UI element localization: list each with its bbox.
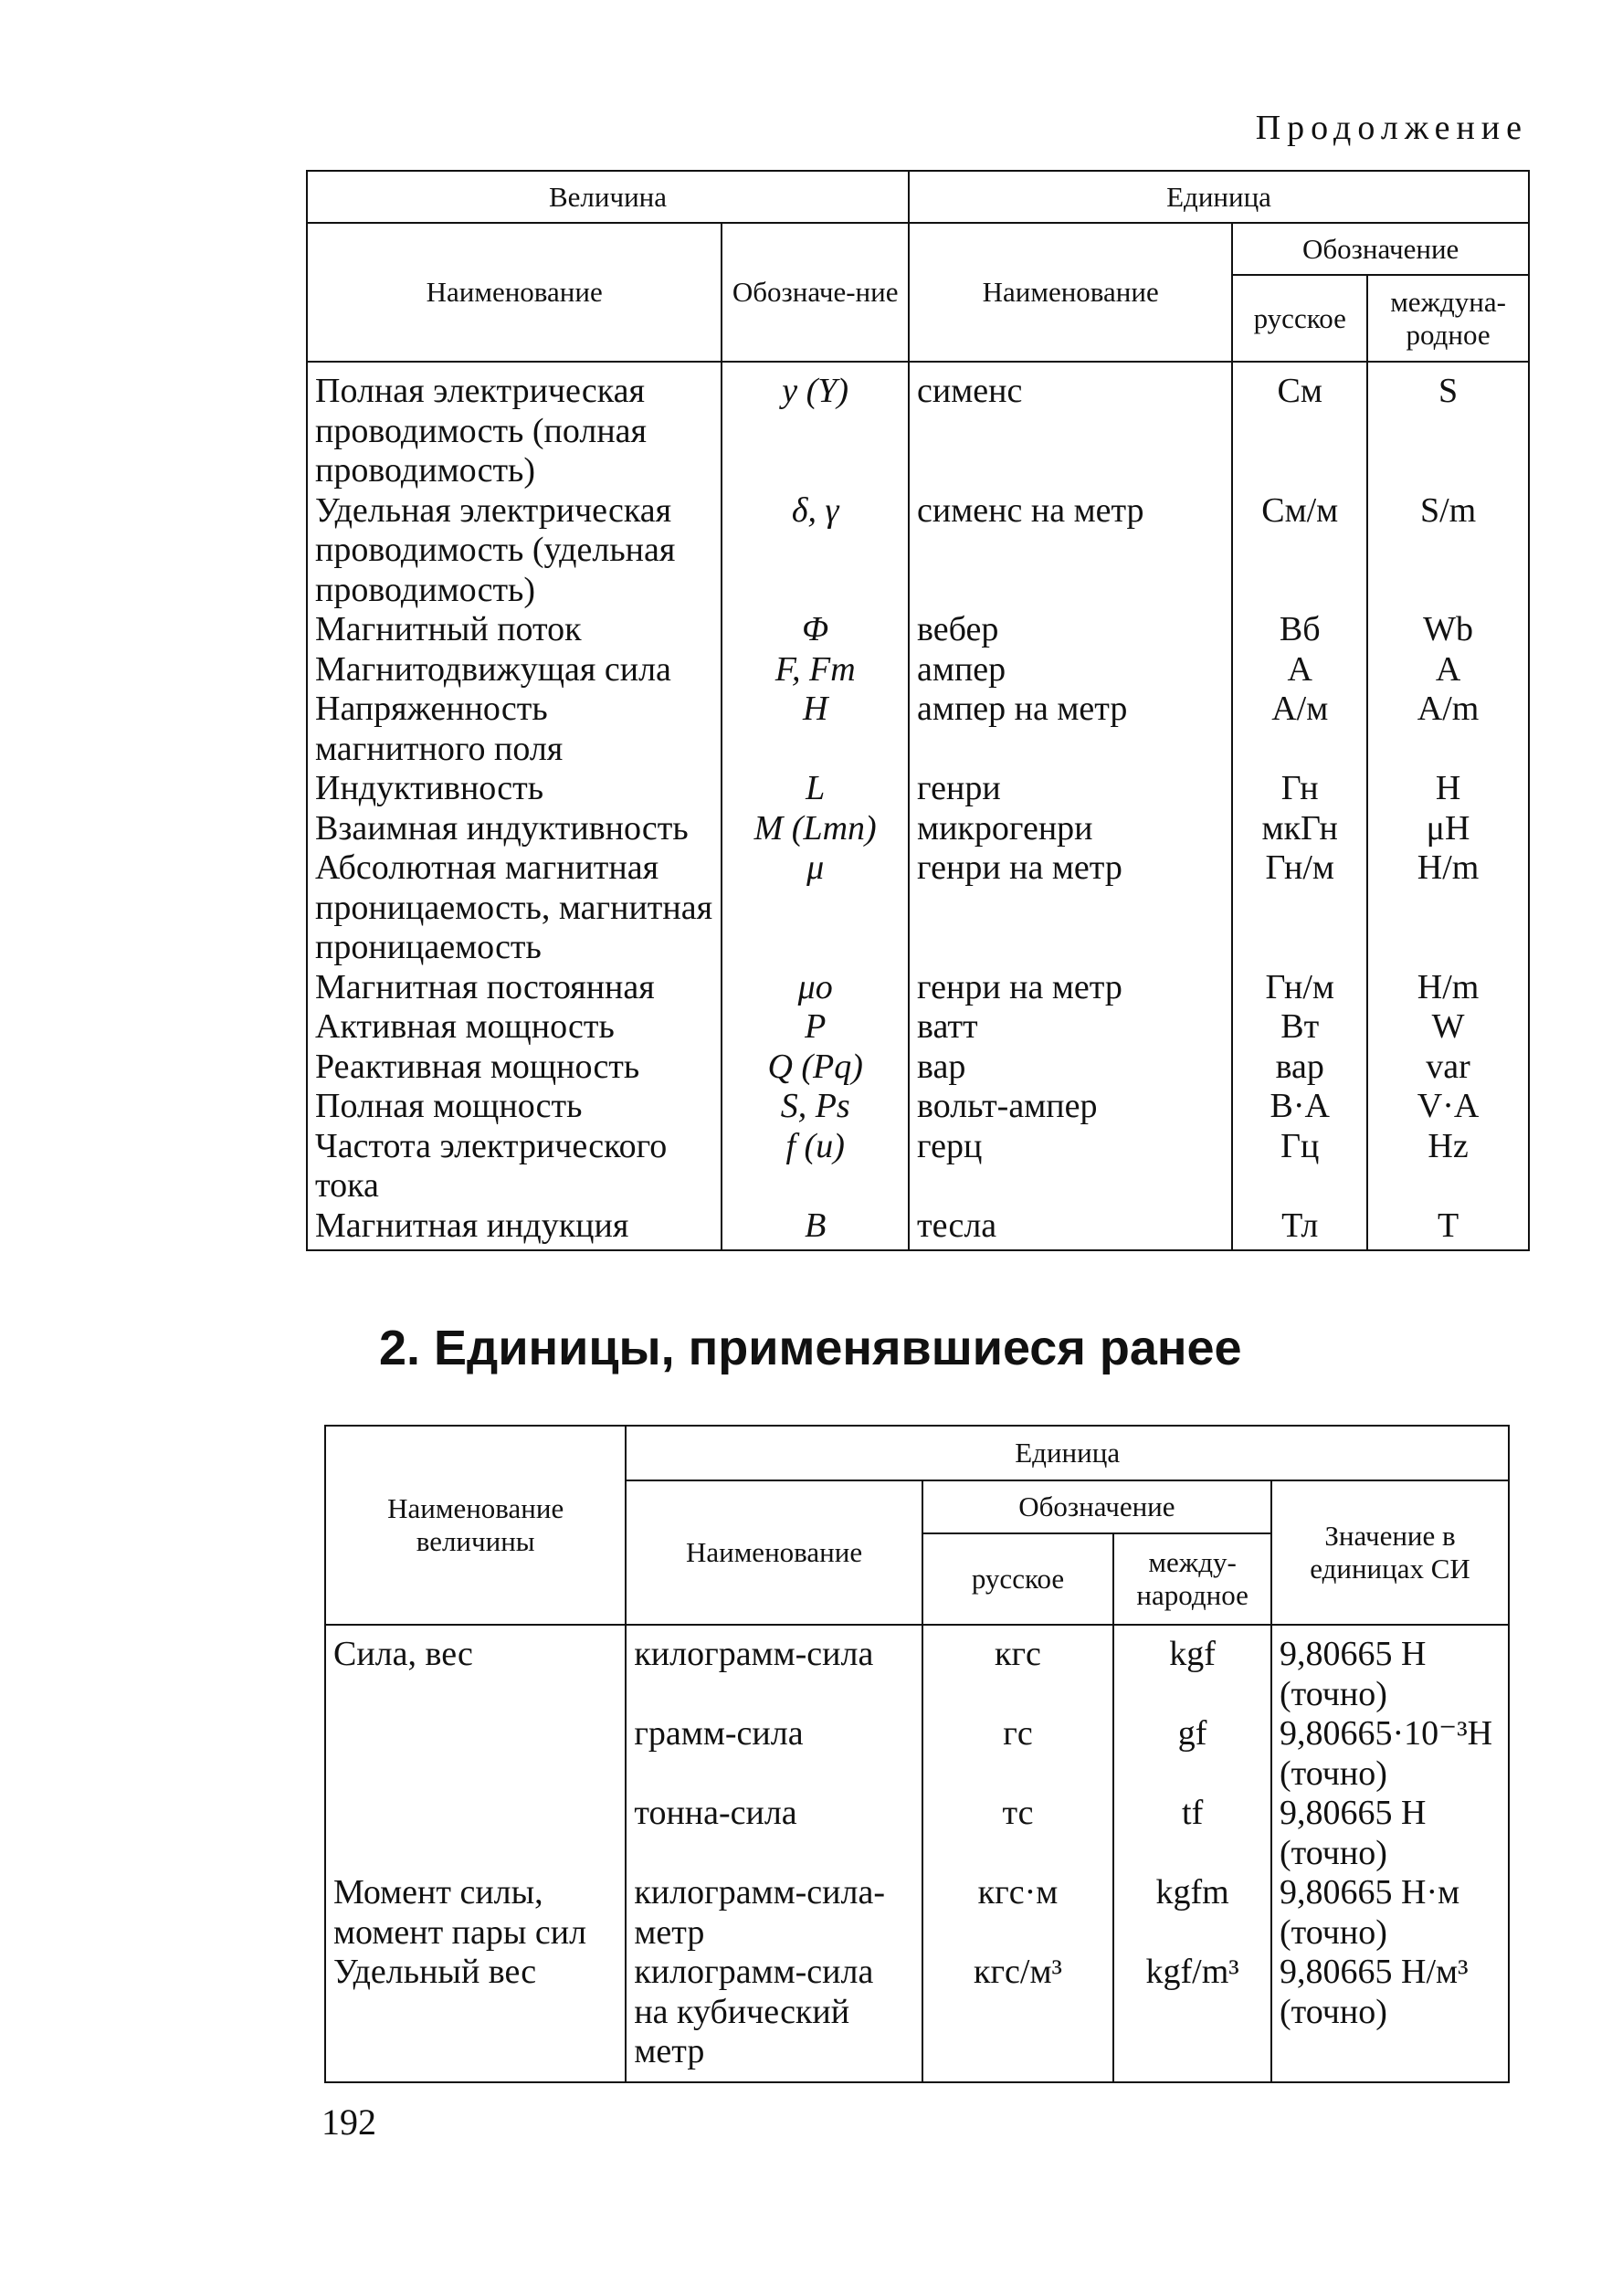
unit-russian: мкГн <box>1232 809 1367 849</box>
table-row <box>325 1625 1509 1714</box>
unit-name: генри <box>909 769 1232 809</box>
table-row <box>307 809 1529 849</box>
header-symbol: Обозначе-ние <box>722 223 909 362</box>
unit-name: тесла <box>909 1206 1232 1251</box>
quantity-symbol: f (u) <box>722 1127 909 1206</box>
unit-international: kgfm <box>1113 1873 1271 1953</box>
unit-name: ампер <box>909 650 1232 690</box>
unit-russian: Гн <box>1232 769 1367 809</box>
quantity-name <box>325 1714 626 1794</box>
unit-russian: Тл <box>1232 1206 1367 1251</box>
unit-name: килограмм-сила на кубический метр <box>626 1953 922 2082</box>
header-russian: русское <box>1232 275 1367 362</box>
header-designation: Обозначение <box>1232 223 1529 275</box>
unit-russian: См/м <box>1232 491 1367 611</box>
quantity-symbol: S, Ps <box>722 1087 909 1127</box>
unit-international: A <box>1367 650 1529 690</box>
si-value: 9,80665 Н (точно) <box>1271 1794 1509 1873</box>
header-designation: Обозначение <box>922 1480 1271 1533</box>
quantity-name: Момент силы, момент пары сил <box>325 1873 626 1953</box>
header-quantity: Величина <box>307 171 909 223</box>
unit-name: герц <box>909 1127 1232 1206</box>
quantity-name: Магнитная постоянная <box>307 968 722 1008</box>
unit-name: грамм-сила <box>626 1714 922 1794</box>
unit-international: μH <box>1367 809 1529 849</box>
quantity-name <box>325 1794 626 1873</box>
quantity-name: Частота электрического тока <box>307 1127 722 1206</box>
table-row <box>307 1087 1529 1127</box>
unit-international: T <box>1367 1206 1529 1251</box>
quantity-name: Магнитный поток <box>307 610 722 650</box>
si-value: 9,80665 Н·м (точно) <box>1271 1873 1509 1953</box>
unit-russian: Гн/м <box>1232 968 1367 1008</box>
table-row <box>307 650 1529 690</box>
table-row <box>307 610 1529 650</box>
quantity-symbol: μo <box>722 968 909 1008</box>
quantity-symbol: y (Y) <box>722 362 909 491</box>
quantity-name: Сила, вес <box>325 1625 626 1714</box>
table-row <box>307 1206 1529 1251</box>
header-international: междуна-родное <box>1367 275 1529 362</box>
units-table-legacy <box>324 1425 1510 2083</box>
unit-russian: Вт <box>1232 1007 1367 1048</box>
quantity-symbol: B <box>722 1206 909 1251</box>
quantity-name: Полная электрическая проводимость (полная проводимость) <box>307 362 722 491</box>
quantity-name: Реактивная мощность <box>307 1048 722 1088</box>
table-row <box>325 1794 1509 1873</box>
unit-name: тонна-сила <box>626 1794 922 1873</box>
table-row <box>307 1127 1529 1206</box>
unit-russian: тс <box>922 1794 1114 1873</box>
table-row <box>307 362 1529 491</box>
quantity-name: Взаимная индуктивность <box>307 809 722 849</box>
table-row <box>307 848 1529 968</box>
section-title: 2. Единицы, применявшиеся ранее <box>379 1321 1242 1375</box>
unit-name: вар <box>909 1048 1232 1088</box>
unit-international: Wb <box>1367 610 1529 650</box>
quantity-symbol: Φ <box>722 610 909 650</box>
table-row <box>307 769 1529 809</box>
unit-russian: Вб <box>1232 610 1367 650</box>
header-international: между-народное <box>1113 1533 1271 1625</box>
quantity-symbol: M (Lmn) <box>722 809 909 849</box>
unit-russian: Гн/м <box>1232 848 1367 968</box>
table-row <box>307 491 1529 611</box>
units-table-si <box>306 170 1530 1251</box>
unit-russian: вар <box>1232 1048 1367 1088</box>
unit-name: килограмм-сила-метр <box>626 1873 922 1953</box>
unit-international: tf <box>1113 1794 1271 1873</box>
page-number: 192 <box>321 2101 376 2143</box>
unit-name: ватт <box>909 1007 1232 1048</box>
header-unit: Единица <box>909 171 1529 223</box>
unit-name: генри на метр <box>909 848 1232 968</box>
unit-russian: кгс <box>922 1625 1114 1714</box>
quantity-symbol: P <box>722 1007 909 1048</box>
quantity-symbol: H <box>722 690 909 769</box>
unit-name: генри на метр <box>909 968 1232 1008</box>
continued-label: Продолжение <box>1255 109 1528 147</box>
unit-international: S <box>1367 362 1529 491</box>
unit-russian: А <box>1232 650 1367 690</box>
unit-name: килограмм-сила <box>626 1625 922 1714</box>
unit-international: V·A <box>1367 1087 1529 1127</box>
quantity-symbol: F, Fm <box>722 650 909 690</box>
unit-name: вебер <box>909 610 1232 650</box>
quantity-name: Полная мощность <box>307 1087 722 1127</box>
unit-international: H <box>1367 769 1529 809</box>
header-name: Наименование <box>626 1480 922 1625</box>
quantity-name: Магнитная индукция <box>307 1206 722 1251</box>
quantity-symbol: L <box>722 769 909 809</box>
unit-russian: В·А <box>1232 1087 1367 1127</box>
unit-russian: гс <box>922 1714 1114 1794</box>
unit-russian: А/м <box>1232 690 1367 769</box>
unit-international: Hz <box>1367 1127 1529 1206</box>
quantity-name: Индуктивность <box>307 769 722 809</box>
si-value: 9,80665·10⁻³Н (точно) <box>1271 1714 1509 1794</box>
header-russian: русское <box>922 1533 1114 1625</box>
unit-name: ампер на метр <box>909 690 1232 769</box>
header-si-value: Значение в единицах СИ <box>1271 1480 1509 1625</box>
quantity-name: Магнитодвижущая сила <box>307 650 722 690</box>
table-row <box>325 1873 1509 1953</box>
unit-international: kgf/m³ <box>1113 1953 1271 2082</box>
quantity-name: Напряженность магнитного поля <box>307 690 722 769</box>
unit-international: A/m <box>1367 690 1529 769</box>
table-row <box>307 968 1529 1008</box>
table-row <box>307 1007 1529 1048</box>
unit-russian: Гц <box>1232 1127 1367 1206</box>
header-quantity-name: Наименование величины <box>325 1426 626 1625</box>
unit-international: var <box>1367 1048 1529 1088</box>
quantity-name: Активная мощность <box>307 1007 722 1048</box>
unit-russian: кгс/м³ <box>922 1953 1114 2082</box>
quantity-name: Удельный вес <box>325 1953 626 2082</box>
quantity-name: Абсолютная магнитная проницаемость, магнитная проницаемость <box>307 848 722 968</box>
table-row <box>307 1048 1529 1088</box>
table-row <box>307 690 1529 769</box>
table-row <box>325 1714 1509 1794</box>
unit-international: gf <box>1113 1714 1271 1794</box>
unit-international: S/m <box>1367 491 1529 611</box>
unit-name: сименс на метр <box>909 491 1232 611</box>
unit-international: H/m <box>1367 848 1529 968</box>
header-unit: Единица <box>626 1426 1509 1480</box>
unit-russian: См <box>1232 362 1367 491</box>
unit-name: вольт-ампер <box>909 1087 1232 1127</box>
quantity-name: Удельная электрическая проводимость (удельная проводимость) <box>307 491 722 611</box>
unit-international: kgf <box>1113 1625 1271 1714</box>
quantity-symbol: μ <box>722 848 909 968</box>
header-unit-name: Наименование <box>909 223 1232 362</box>
table-row <box>325 1953 1509 2082</box>
unit-name: микрогенри <box>909 809 1232 849</box>
quantity-symbol: δ, γ <box>722 491 909 611</box>
unit-international: H/m <box>1367 968 1529 1008</box>
unit-name: сименс <box>909 362 1232 491</box>
header-name: Наименование <box>307 223 722 362</box>
si-value: 9,80665 Н/м³ (точно) <box>1271 1953 1509 2082</box>
quantity-symbol: Q (Pq) <box>722 1048 909 1088</box>
unit-russian: кгс·м <box>922 1873 1114 1953</box>
unit-international: W <box>1367 1007 1529 1048</box>
si-value: 9,80665 Н (точно) <box>1271 1625 1509 1714</box>
